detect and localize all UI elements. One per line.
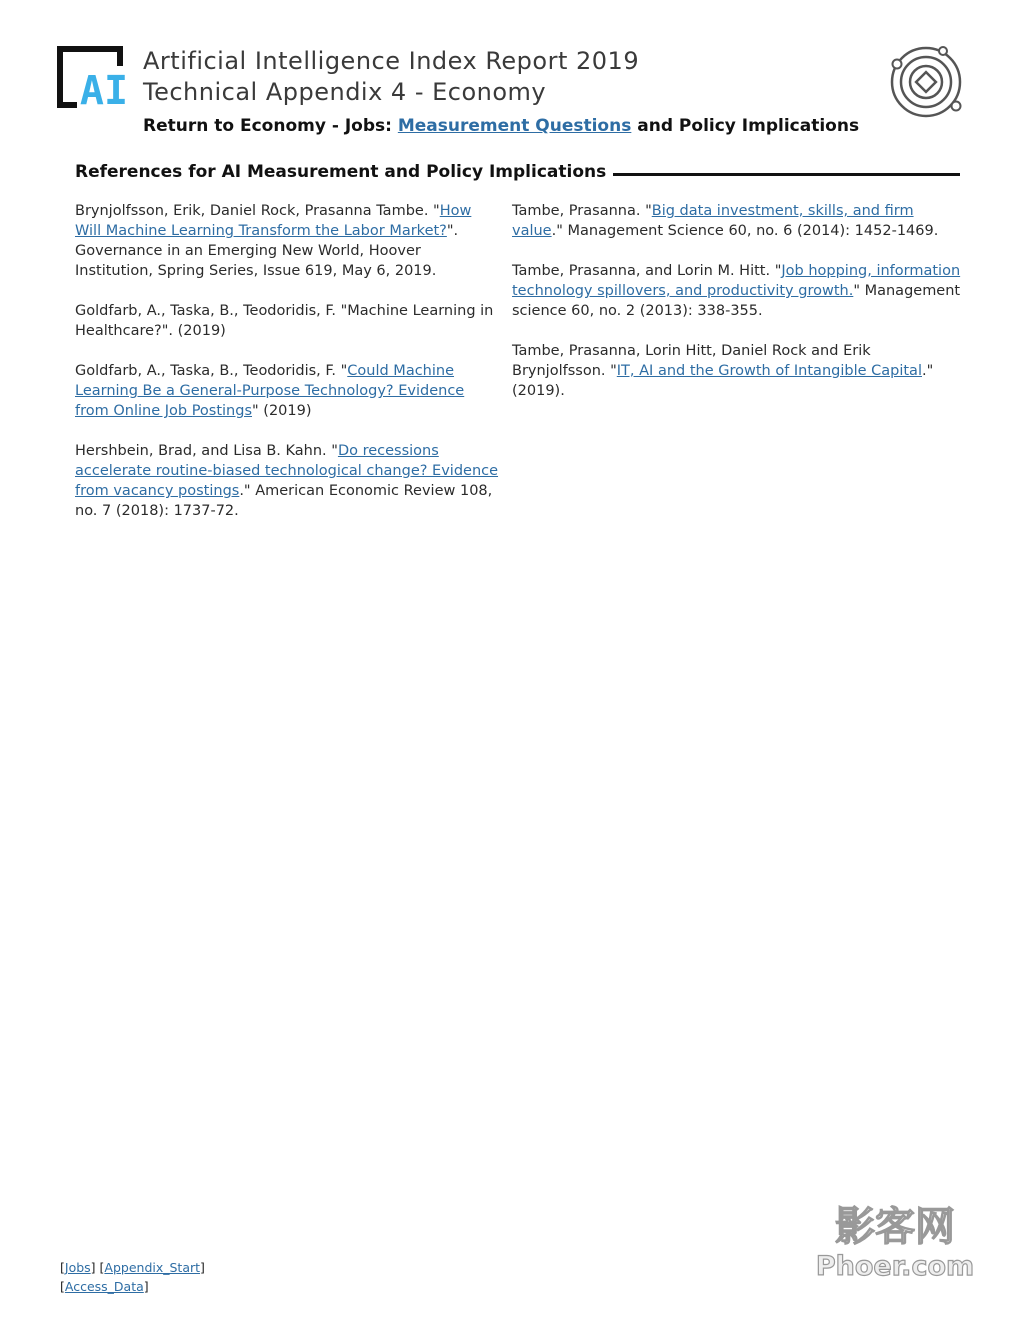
return-prefix: Return to Economy - Jobs: — [143, 116, 398, 136]
reference-item: Hershbein, Brad, and Lisa B. Kahn. "Do recessions accelerate routine-biased technological change? Evidence from vacancy postings." American Economic Review 108, no. 7 (2018): 1737-72. — [75, 443, 499, 519]
measurement-questions-link[interactable]: Measurement Questions — [397, 116, 632, 136]
reference-link[interactable]: IT, AI and the Growth of Intangible Capital — [616, 363, 922, 379]
appendix-start-link[interactable]: Appendix_Start — [104, 1260, 201, 1275]
reference-link[interactable]: Could Machine Learning Be a General-Purpose Technology? Evidence from Online Job Postings — [75, 363, 465, 419]
watermark-line-2: Phoer.com — [815, 1251, 975, 1282]
watermark-logo — [810, 1200, 980, 1282]
references-right-column — [512, 201, 962, 421]
section-header — [75, 162, 960, 182]
orbit-emblem-icon — [888, 44, 964, 120]
return-suffix: and Policy Implications — [631, 116, 860, 136]
watermark-line-1: 影客网 — [835, 1204, 955, 1250]
access-data-link[interactable]: Access_Data — [64, 1279, 144, 1294]
reference-item: Goldfarb, A., Taska, B., Teodoridis, F. "Machine Learning in Healthcare?". (2019) — [75, 303, 494, 339]
reference-link[interactable]: Big data investment, skills, and firm value — [512, 203, 914, 239]
title-line-2: Technical Appendix 4 - Economy — [143, 78, 547, 106]
reference-item: Goldfarb, A., Taska, B., Teodoridis, F. "Could Machine Learning Be a General-Purpose Technology? Evidence from Online Job Postings" (2019) — [75, 363, 465, 419]
ai-index-logo — [57, 46, 131, 110]
reference-item: Brynjolfsson, Erik, Daniel Rock, Prasanna Tambe. "How Will Machine Learning Transform the Labor Market?". Governance in an Emerging New World, Hoover Institution, Spring Series, Issue 619, May 6, 2019. — [75, 203, 472, 279]
references-left-column — [75, 201, 500, 541]
section-heading: References for AI Measurement and Policy Implications — [75, 162, 607, 182]
footer-nav: [Jobs] [Appendix_Start] [Access_Data] — [60, 1260, 205, 1294]
reference-item: Tambe, Prasanna, Lorin Hitt, Daniel Rock and Erik Brynjolfsson. "IT, AI and the Growth of Intangible Capital." (2019). — [512, 343, 934, 399]
reference-item: Tambe, Prasanna. "Big data investment, skills, and firm value." Management Science 60, no. 6 (2014): 1452-1469. — [512, 203, 939, 239]
reference-link[interactable]: Job hopping, information technology spillovers, and productivity growth. — [512, 263, 961, 299]
reference-link[interactable]: How Will Machine Learning Transform the Labor Market? — [75, 203, 472, 239]
title-line-1: Artificial Intelligence Index Report 2019 — [143, 47, 640, 75]
return-nav — [143, 116, 859, 136]
logo-text: AI — [79, 68, 129, 110]
heading-rule — [613, 173, 960, 176]
reference-link[interactable]: Do recessions accelerate routine-biased technological change? Evidence from vacancy postings — [75, 443, 499, 499]
report-title — [143, 46, 639, 108]
jobs-link[interactable]: Jobs — [64, 1260, 91, 1275]
reference-item: Tambe, Prasanna, and Lorin M. Hitt. "Job hopping, information technology spillovers, and productivity growth." Management science 60, no. 2 (2013): 338-355. — [512, 263, 961, 319]
